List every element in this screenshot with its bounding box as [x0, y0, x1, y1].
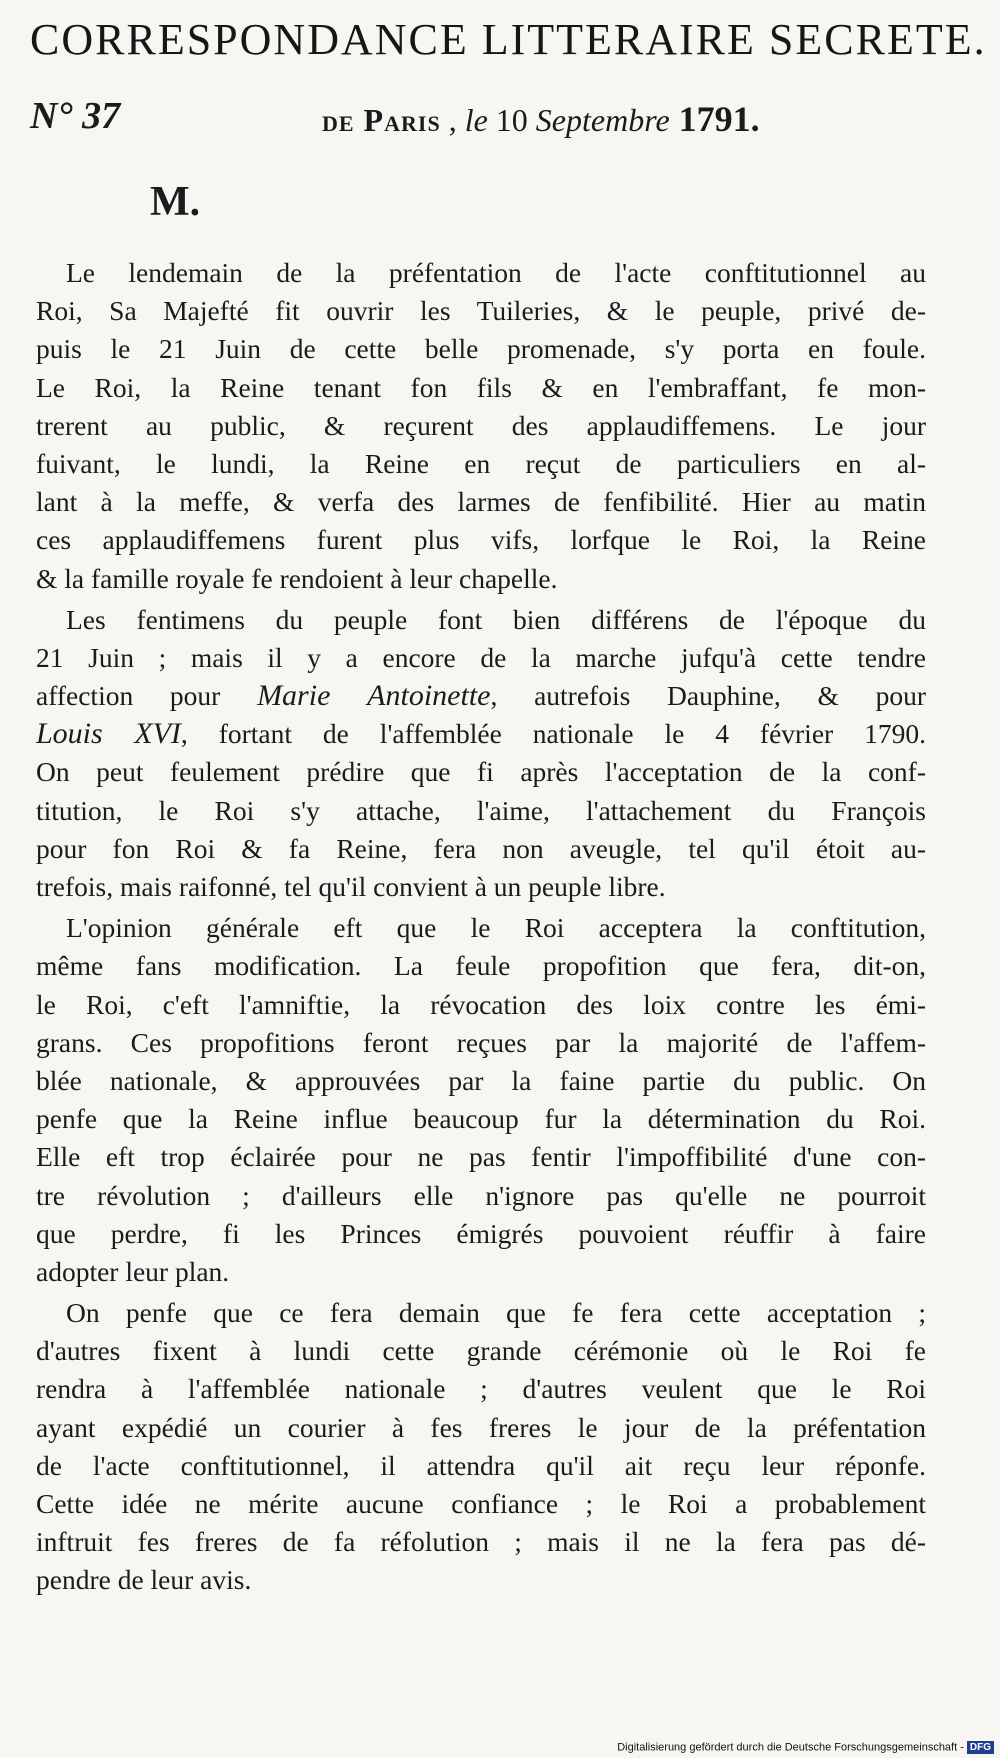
text-line: adopter leur plan.: [36, 1255, 230, 1287]
text-line: pendre de leur avis.: [36, 1564, 252, 1596]
paragraph: [36, 254, 926, 598]
dateline-le: le: [464, 102, 488, 138]
text-line: de l'acte conftitutionnel, il attendra qu'il ait reçu leur réponfe.: [36, 1449, 926, 1481]
dateline-place: de Paris: [322, 102, 441, 138]
text-line: trefois, mais raifonné, tel qu'il convient à un peuple libre.: [36, 871, 666, 902]
text-line: ces applaudiffemens furent plus vifs, lorfque le Roi, la Reine: [36, 524, 926, 556]
dateline-year: 1791.: [669, 99, 760, 139]
text-line: penfe que la Reine influe beaucoup fur la détermination du Roi.: [36, 1103, 926, 1135]
masthead-title: CORRESPONDANCE LITTERAIRE SECRETE.: [30, 15, 987, 64]
text-line: puis le 21 Juin de cette belle promenade, s'y porta en foule.: [36, 333, 926, 365]
text-line: inftruit fes freres de fa réfolution ; mais il ne la fera pas dé-: [36, 1526, 926, 1558]
text-line: grans. Ces propofitions feront reçues par la majorité de l'affem-: [36, 1026, 926, 1058]
text-line: titution, le Roi s'y attache, l'aime, l'attachement du François: [36, 794, 926, 826]
issue-header: [30, 94, 930, 144]
dateline: [322, 98, 760, 140]
italic-name: Marie Antoinette: [257, 679, 491, 713]
text-line: Le lendemain de la préfentation de l'acte conftitutionnel au: [66, 257, 926, 288]
text-line: Louis XVI, fortant de l'affemblée nationale le 4 février 1790.: [36, 717, 926, 751]
text-line: Le Roi, la Reine tenant fon fils & en l'embraffant, fe mon-: [36, 371, 926, 403]
text-line: & la famille royale fe rendoient à leur chapelle.: [36, 562, 558, 594]
dfg-logo: DFG: [967, 1741, 994, 1754]
text-line: blée nationale, & approuvées par la faine partie du public. On: [36, 1064, 926, 1096]
dateline-month: Septembre: [535, 102, 670, 138]
text-line: On peut feulement prédire que fi après l'acceptation de la conf-: [36, 756, 926, 788]
text-line: trerent au public, & reçurent des applaudiffemens. Le jour: [36, 409, 926, 441]
salutation: M.: [150, 179, 201, 225]
text-line: le Roi, c'eft l'amniftie, la révocation des loix contre les émi-: [36, 988, 926, 1020]
text-line: On penfe que ce fera demain que fe fera cette acceptation ;: [66, 1297, 926, 1329]
text-line: lant à la meffe, & verfa des larmes de fenfibilité. Hier au matin: [36, 486, 926, 518]
text-line: Cette idée ne mérite aucune confiance ; le Roi a probablement: [36, 1488, 926, 1519]
text-line: affection pour Marie Antoinette, autrefois Dauphine, & pour: [36, 679, 927, 713]
text-line: rendra à l'affemblée nationale ; d'autres veulent que le Roi: [36, 1373, 926, 1405]
paragraph: [36, 909, 926, 1291]
text-line: ayant expédié un courier à fes freres le jour de la préfentation: [36, 1411, 926, 1443]
text-line: Elle eft trop éclairée pour ne pas fentir l'impoffibilité d'une con-: [36, 1141, 926, 1173]
text-line: d'autres fixent à lundi cette grande cérémonie où le Roi fe: [36, 1335, 926, 1367]
text-line: fuivant, le lundi, la Reine en reçut de particuliers en al-: [36, 447, 926, 479]
dateline-day: 10: [487, 102, 536, 138]
paragraph: [36, 601, 926, 907]
text-line: même fans modification. La feule propofition que fera, dit-on,: [36, 950, 926, 982]
text-line: L'opinion générale eft que le Roi acceptera la conftitution,: [66, 912, 926, 944]
digitization-credit-text: Digitalisierung gefördert durch die Deutsche Forschungsgemeinschaft -: [617, 1741, 964, 1754]
letter-body: [36, 254, 926, 1600]
dateline-comma: ,: [440, 102, 465, 138]
issue-number: N° 37: [30, 95, 121, 137]
text-line: pour fon Roi & fa Reine, fera non aveugle, tel qu'il étoit au-: [36, 832, 926, 864]
text-line: que perdre, fi les Princes émigrés pouvoient réuffir à faire: [36, 1217, 926, 1249]
paragraph: [36, 1294, 926, 1600]
italic-name: Louis XVI: [36, 717, 181, 751]
digitization-credit: [617, 1741, 994, 1754]
text-line: tre révolution ; d'ailleurs elle n'ignore pas qu'elle ne pourroit: [36, 1179, 926, 1211]
text-line: 21 Juin ; mais il y a encore de la marche jufqu'à cette tendre: [36, 641, 926, 673]
text-line: Les fentimens du peuple font bien différens de l'époque du: [66, 603, 926, 635]
text-line: Roi, Sa Majefté fit ouvrir les Tuileries, & le peuple, privé de-: [36, 295, 926, 327]
